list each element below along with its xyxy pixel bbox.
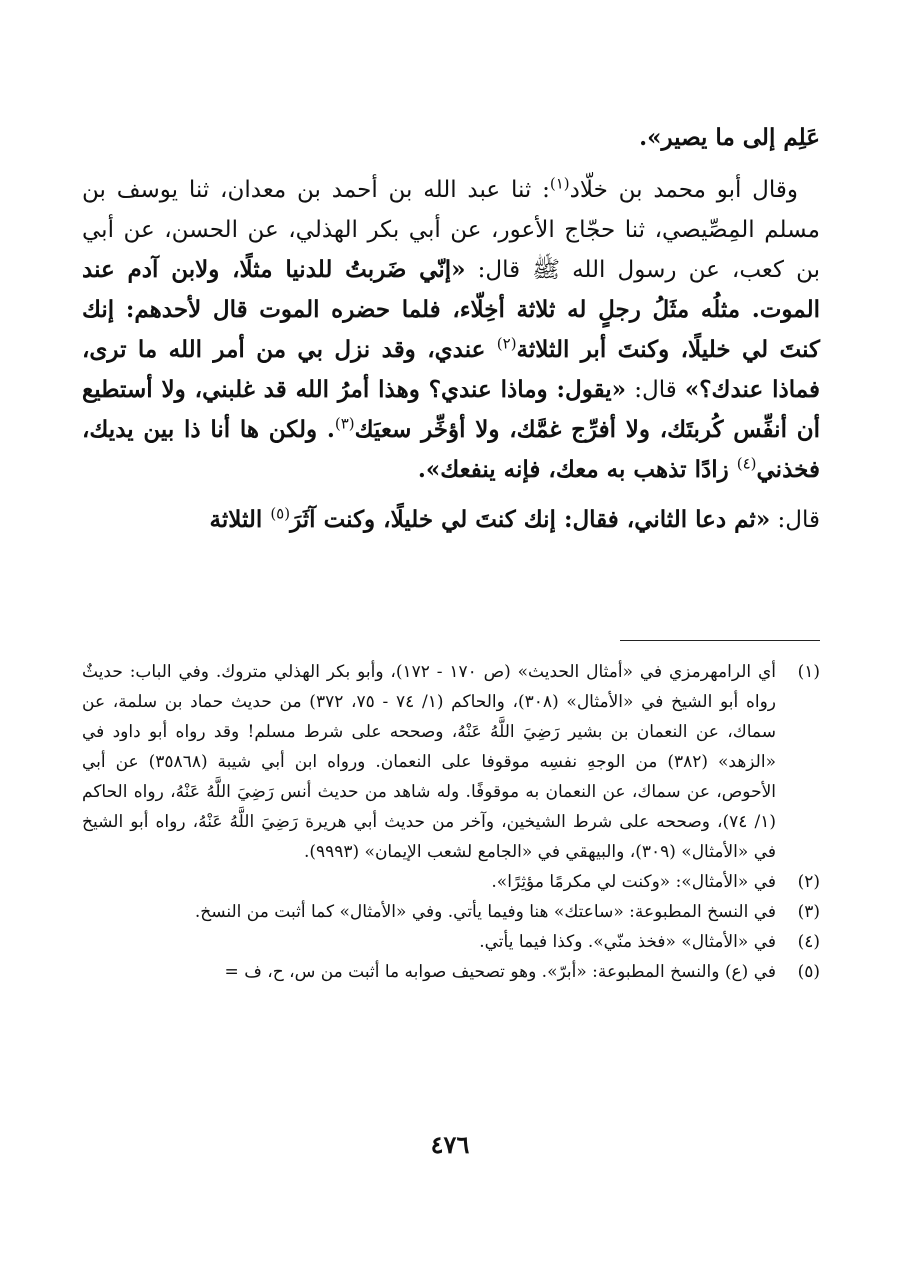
hadith-text-part2: عندي، وقد نزل بي من أمر الله ما ترى، فماذا عندك؟»	[82, 336, 821, 403]
second-lead: قال:	[770, 507, 820, 533]
footnote-item	[82, 927, 820, 957]
second-text-part1: «ثم دعا الثاني، فقال: إنك كنتَ لي خليلًا، وكنت آثَرَ	[290, 506, 771, 533]
footnote-number: (٤)	[797, 932, 820, 952]
footnote-item	[82, 867, 820, 897]
footnote-marker-2: (٢)	[496, 334, 517, 353]
hadith-text-part4: . ولكن ها أنا ذا بين يديك، فخذني	[82, 416, 820, 483]
main-text	[82, 118, 820, 540]
footnote-text: في «الأمثال» «فخذ منّي». وكذا فيما يأتي.	[479, 932, 776, 952]
continuation-text: عَلِم إلى ما يصير».	[639, 124, 820, 151]
footnote-text: في النسخ المطبوعة: «ساعتك» هنا وفيما يأتي. وفي «الأمثال» كما أثبت من النسخ.	[194, 902, 776, 922]
footnotes-list	[82, 657, 820, 987]
footnote-separator	[620, 640, 820, 641]
hadith-paragraph	[82, 170, 820, 490]
footnote-number: (١)	[797, 662, 820, 682]
footnote-text: أي الرامهرمزي في «أمثال الحديث» (ص ١٧٠ - ١٧٢)، وأبو بكر الهذلي متروك. وفي الباب: حديثٌ رواه أبو الشيخ في «الأمثال» (٣٠٨)، والحاكم (١/ ٧٤ - ٧٥، ٣٧٢) من حديث حماد بن سلمة، عن سماك، عن النعمان بن بشير رَضِيَ اللَّهُ عَنْهُ، وصححه على شرط مسلم! وقد رواه أبو داود في «الزهد» (٣٨٢) من الوجهِ نفسِه موقوفا على النعمان. ورواه ابن أبي شيبة (٣٥٨٦٨) عن أبي الأحوص، عن سماك، عن النعمان به موقوفًا. وله شاهد من حديث أنس رَضِيَ اللَّهُ عَنْهُ، رواه الحاكم (١/ ٧٤)، وصححه على شرط الشيخين، وآخر من حديث أبي هريرة رَضِيَ اللَّهُ عَنْهُ، رواه أبو الشيخ في «الأمثال» (٣٠٩)، والبيهقي في «الجامع لشعب الإيمان» (٩٩٩٣).	[82, 662, 777, 862]
footnote-number: (٢)	[797, 872, 820, 892]
qala-text: قال:	[626, 377, 685, 403]
footnote-text: في (ع) والنسخ المطبوعة: «أبرّ». وهو تصحيف صوابه ما أثبت من س، ح، ف =	[224, 962, 776, 982]
hadith-text-part1: «إنّي ضَربتُ للدنيا مثلًا، ولابن آدم عند الموت. مثلُه مثَلُ رجلٍ له ثلاثة أخِلّاء، فلما حضره الموت قال لأحدهم: إنك كنتَ لي خليلًا، وكنتَ أبر الثلاثة	[82, 256, 820, 363]
footnote-item	[82, 897, 820, 927]
page-number: ٤٧٦	[430, 1130, 470, 1159]
footnote-number: (٣)	[797, 902, 820, 922]
footnote-marker-4: (٤)	[736, 454, 757, 473]
second-text-part2: الثلاثة	[209, 506, 271, 533]
continuation-line	[82, 118, 820, 158]
isnad-text: : ثنا عبد الله بن أحمد بن معدان، ثنا يوسف بن مسلم المِصِّيصي، ثنا حجّاج الأعور، عن أبي بكر الهذلي، عن الحسن، عن أبي بن كعب، عن رسول الله ﷺ قال:	[82, 177, 820, 283]
second-paragraph	[82, 500, 820, 540]
footnote-item	[82, 957, 820, 987]
footnote-number: (٥)	[797, 962, 820, 982]
hadith-text-part3: «يقول: وماذا عندي؟ وهذا أمرُ الله قد غلبني، ولا أستطيع أن أنفِّس كُربتَك، ولا أفرِّج غمَّك، ولا أؤخِّر سعيَك	[82, 376, 820, 443]
footnote-marker-1: (١)	[549, 174, 570, 193]
footnote-text: في «الأمثال»: «وكنت لي مكرمًا مؤثِرًا».	[491, 872, 776, 892]
narration-lead: وقال أبو محمد بن خلّاد	[569, 177, 798, 203]
footnote-marker-3: (٣)	[334, 414, 355, 433]
hadith-text-part5: زادًا تذهب به معك، فإنه ينفعك».	[417, 456, 737, 483]
footnote-item	[82, 657, 820, 867]
footnote-marker-5: (٥)	[270, 504, 291, 523]
